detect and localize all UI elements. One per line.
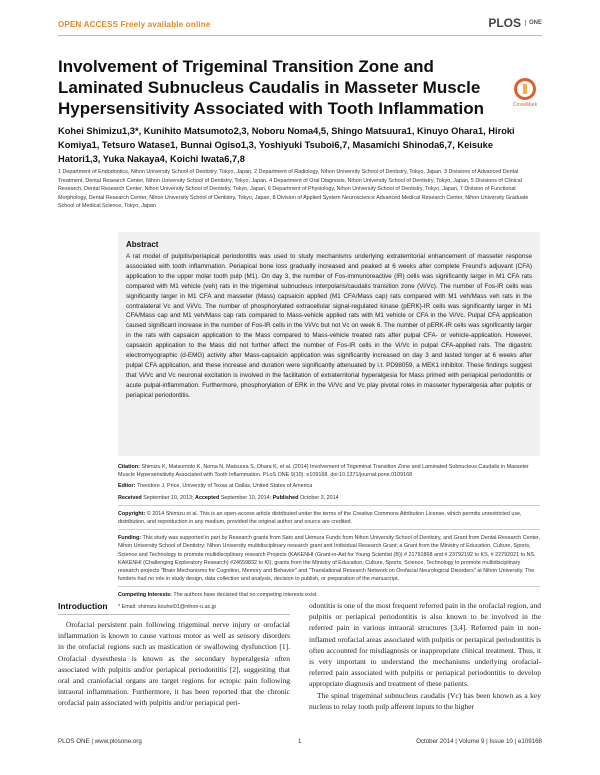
affiliations: 1 Department of Endodontics, Nihon University School of Dentistry, Tokyo, Japan, 2 Department of Radiology, Nihon University School of Dentistry, Tokyo, Japan, 3 Divisions of Advanced Dental Treatment, Dental Research Center, Nihon University School of Dentistry, Tokyo, Japan, 4 Department of Oral Diagnosis, Nihon University School of Dentistry, Tokyo, Japan, 5 Divisions of Clinical Research, Dental Research Center, Nihon University School of Dentistry, Tokyo, Japan, 6 Department of Physiology, Nihon University School of Dentistry, Tokyo, Japan, 7 Division of Functional Morphology, Dental Research Center, Nihon University School of Dentistry, Tokyo, Japan, 8 Division of Applied System Neuroscience Advanced Medical Research Center, Nihon University Graduate School of Medical Science, Tokyo, Japan bbox=[58, 169, 529, 209]
introduction-divider bbox=[58, 614, 290, 615]
crossmark-label: CrossMark bbox=[512, 102, 538, 108]
accepted-label: Accepted bbox=[195, 494, 220, 501]
editor bbox=[118, 482, 540, 490]
crossmark-badge[interactable] bbox=[505, 78, 545, 108]
intro-column-right bbox=[309, 600, 541, 712]
plos-logo-text: PLOS bbox=[488, 16, 521, 30]
dates bbox=[118, 494, 540, 502]
author-list: Kohei Shimizu1,3*, Kunihito Matsumoto2,3, Noboru Noma4,5, Shingo Matsuura1, Kinuyo Ohara1, Hiroki Komiya1, Tetsuro Watase1, Bunnai Ogiso1,3, Yoshiyuki Tsuboi6,7, Masamichi Shinoda6,7, Keisuke Hatori1,3, Yuka Nakaya4, Koichi Iwata6,7,8 bbox=[58, 126, 515, 164]
editor-label: Editor: bbox=[118, 483, 136, 490]
intro-paragraph: odontitis is one of the most frequent referred pain in the orofacial region, and pulpitis or periapical periodontitis is also known to be involved in the referred pain in various intraoral structures [3,4]. Referred pain in non-inflamed orofacial areas associated with pulpitis or periapical periodontitis is often accounted for misdiagnosis or inappropriate clinical treatment. Thus, it is very important to understand the mechanisms underlying orofacial-referred pain associated with pulpitis or periapical periodontitis to develop appropriate diagnosis and treatment of these patients. bbox=[309, 601, 541, 689]
citation bbox=[118, 463, 540, 479]
funding bbox=[118, 534, 540, 583]
plos-one-suffix: ONE bbox=[525, 20, 542, 26]
abstract-box bbox=[118, 232, 540, 456]
introduction-heading: Introduction bbox=[58, 601, 108, 611]
footer-journal[interactable]: PLOS ONE | www.plosone.org bbox=[58, 738, 142, 745]
abstract-heading: Abstract bbox=[126, 240, 159, 249]
competing-text: The authors have declared that no competing interests exist. bbox=[173, 592, 318, 599]
received-label: Received bbox=[118, 494, 142, 501]
intro-paragraph: The spinal trigeminal subnucleus caudalis (Vc) has been known as a key nucleus to relay tooth pulp afferent inputs to the higher bbox=[309, 690, 541, 711]
competing-label: Competing Interests: bbox=[118, 592, 172, 599]
open-access-label: OPEN ACCESS Freely available online bbox=[58, 20, 211, 29]
plos-logo[interactable] bbox=[488, 16, 542, 30]
meta-divider bbox=[118, 586, 540, 587]
citation-label: Citation: bbox=[118, 464, 140, 470]
footer-issue: October 2014 | Volume 9 | Issue 10 | e109168 bbox=[416, 738, 542, 745]
meta-divider bbox=[118, 529, 540, 530]
funding-text: This study was supported in part by Research grants from Sato and Uemura Funds from Nihon University School of Dentistry, and Grant from Dental Research Center, Nihon University School of Dentistry; Nihon University multidisciplinary research grant and Individual Research Grant; a Grant from the Ministry of Education, Culture, Sports, Science and Technology to promote multidisciplinary research Projects (KAKENHI (Grant-in-Aid for Young Scientist (B)) # 21791868 and # 23792192 to KS, # 22792021 to NS, KAKENHI (Challenging Exploratory Research) #24659832 to KI); grants from the Ministry of Education, Culture, Sports, Science, Technology to promote multidisciplinary research projects "Brain Mechanisms for Cognition, Memory and Behavior" and "Translational Research Network on Orofacial Neurological Disorders" at Nihon University. The funders had no role in study design, data collection and analysis, decision to publish, or preparation of the manuscript. bbox=[118, 535, 540, 583]
crossmark-icon bbox=[514, 78, 536, 100]
funding-label: Funding: bbox=[118, 535, 142, 542]
editor-text: Theodore J. Price, University of Texas at Dallas, United States of America bbox=[136, 483, 313, 490]
copyright-label: Copyright: bbox=[118, 510, 146, 517]
page-number: 1 bbox=[298, 738, 302, 745]
published-date: October 3, 2014 bbox=[299, 494, 339, 501]
article-metadata bbox=[118, 463, 540, 614]
accepted-date: September 10, 2014; bbox=[220, 494, 272, 501]
journal-header bbox=[58, 16, 542, 36]
corresponding-email[interactable]: * Email: shimizu.kouhei01@nihon-u.ac.jp bbox=[118, 603, 217, 610]
header-divider bbox=[58, 35, 542, 36]
intro-column-left: Orofacial persistent pain following trigeminal nerve injury or orofacial inflammation is known to cause various motor as well as sensory disorders in the orofacial regions such as mastication or swallowing dysfunction [1]. Orofacial dysesthesia is known as the secondary hyperalgesia often associated with pulpitis and/or periapical periodontitis [2], suggesting that oral and craniofacial organs are target regions for ectopic pain following intraoral inflammation. Furthermore, it has been reported that the chronic orofacial pain associated with pulpitis and/or periapical peri- bbox=[58, 620, 290, 708]
copyright-text: © 2014 Shimizu et al. This is an open-access article distributed under the terms of the Creative Commons Attribution License, which permits unrestricted use, distribution, and reproduction in any medium, provided the original author and source are credited. bbox=[118, 510, 522, 526]
abstract-text: A rat model of pulpitis/periapical periodontitis was used to study mechanisms underlying extraterritorial enhancement of masseter response associated with tooth inflammation. Periapical bone loss gradually increased and peaked at 6 weeks after complete Freund's adjuvant (CFA) application to the upper molar tooth pulp (M1). On day 3, the number of Fos-immunoreactive (IR) cells was significantly larger in M1 CFA rats compared with M1 vehicle (veh) rats in the trigeminal subnucleus interpolaris/caudalis transition zone (Vi/Vc). The number of Fos-IR cells was significantly larger in M1 CFA and masseter (Mass) capsaicin applied (M1 CFA/Mass cap) rats compared with M1 veh/Mass veh rats in the contralateral Vc and Vi/Vc. The number of phosphorylated extracellular signal-regulated kinase (pERK)-IR cells was significantly larger in M1 CFA/Mass cap and M1 veh/Mass cap rats compared to Mass-vehicle applied rats with M1 vehicle or CFA in the Vi/Vc. Pulpal CFA application caused significant increase in the number of Fos-IR cells in the Vi/Vc but not Vc on week 6. The number of pERK-IR cells was significantly larger in the rats with capsaicin application to the Mass compared to Mass-vehicle treated rats after pulpal CFA- or vehicle-application. However, capsaicin application to the Mass did not further affect the number of Fos-IR cells in the Vi/Vc in pulpal CFA-applied rats. The digastric electromyographic (d-EMG) activity after Mass-capsaicin application was significantly increased on day 3 and lasted longer at 6 weeks after pulpal CFA application, and these increase and duration were significantly attenuated by i.t. PD98059, a MEK1 inhibitor. These findings suggest that Vi/Vc and Vc neuronal excitation is involved in the facilitation of extraterritorial hyperalgesia for Mass primed with periapical periodontitis or acute pulpal-inflammation. Furthermore, phosphorylation of ERK in the Vi/Vc and Vc play pivotal roles in masseter hyperalgesia after pulpitis or periapical periodontitis. bbox=[126, 253, 532, 399]
received-date: September 10, 2013; bbox=[143, 494, 194, 501]
copyright bbox=[118, 510, 540, 526]
meta-divider bbox=[118, 505, 540, 506]
competing-interests bbox=[118, 591, 540, 599]
published-label: Published bbox=[272, 494, 299, 501]
citation-text: Shimizu K, Matsumoto K, Noma N, Matsuura S, Ohara K, et al. (2014) Involvement of Trigeminal Transition Zone and Laminated Subnucleus Caudalis in Masseter Muscle Hypersensitivity Associated with Tooth Inflammation. PLoS ONE 9(10): e109168. doi:10.1371/journal.pone.0109168 bbox=[118, 464, 529, 479]
article-title: Involvement of Trigeminal Transition Zone and Laminated Subnucleus Caudalis in Masseter Muscle Hypersensitivity Associated with Tooth Inflammation bbox=[58, 57, 485, 118]
